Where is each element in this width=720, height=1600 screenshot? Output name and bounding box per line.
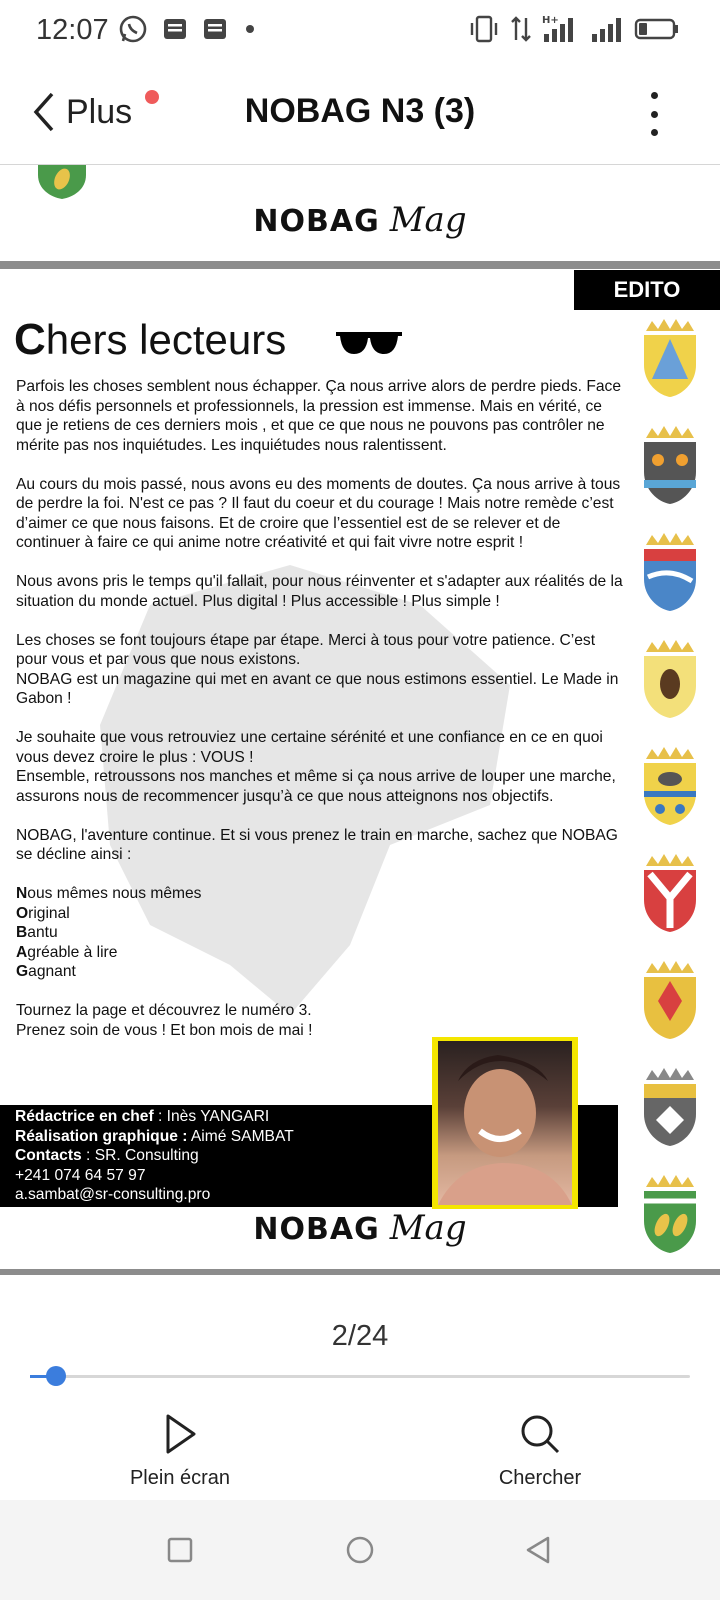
editor-photo bbox=[432, 1037, 578, 1209]
sunglasses-icon bbox=[334, 328, 404, 358]
article-paragraph: Les choses se font toujours étape par étape. Merci à tous pour votre patience. C’est pour vous et par vous que nous existons. NOBAG est un magazine qui met en avant ce que nous estimons essentiel. Le Made in Gabon ! bbox=[16, 631, 619, 707]
coat-of-arms-icon bbox=[36, 165, 88, 200]
section-tag: EDITO bbox=[574, 270, 720, 310]
signal-icon bbox=[542, 14, 580, 44]
credit-phone: +241 074 64 57 97 bbox=[15, 1166, 146, 1184]
coat-of-arms-icon bbox=[640, 745, 700, 829]
page-slider[interactable] bbox=[30, 1375, 690, 1378]
coat-of-arms-icon bbox=[640, 638, 700, 722]
status-bar bbox=[0, 0, 720, 64]
fullscreen-button[interactable] bbox=[70, 1412, 290, 1490]
article-paragraph: Je souhaite que vous retrouviez une certaine sérénité et une confiance en ce en quoi vous devez croire le plus : VOUS ! Ensemble, retroussons nos manches et même si ça nous arrive de louper une marche, assurons nous de recommencer jusqu’à ce que nous atteignons nos objectifs. bbox=[16, 729, 616, 805]
magazine-logo: NOBAG Mag bbox=[253, 200, 467, 240]
coat-of-arms-icon bbox=[640, 424, 700, 508]
nobag-acronym: Nous mêmes nous mêmes Original Bantu Agréable à lire Gagnant bbox=[16, 885, 202, 980]
coat-of-arms-icon bbox=[640, 317, 700, 401]
more-options-icon[interactable] bbox=[642, 92, 666, 136]
article-paragraph: Nous avons pris le temps qu'il fallait, pour nous réinventer et s'adapter aux réalités de la situation du monde actuel. Plus digital ! Plus accessible ! Plus simple ! bbox=[16, 573, 623, 610]
article-paragraph: Parfois les choses semblent nous échapper. Ça nous arrive alors de perdre pieds. Face à nos défis personnels et professionnels, la pression est immense. Mais en vérité, ce que je retiens de ces derniers mois , et que ce que nous ne pouvons pas contrôler ne mérite pas nos inquiétudes. Les inquiétudes nous ralentissent. bbox=[16, 378, 622, 454]
status-system-icons bbox=[468, 14, 680, 44]
coat-of-arms-icon bbox=[640, 531, 700, 615]
status-notification-icons bbox=[118, 14, 258, 44]
edito-article bbox=[16, 377, 628, 1060]
province-crests bbox=[640, 317, 704, 1280]
divider bbox=[0, 1269, 720, 1275]
search-icon bbox=[518, 1412, 562, 1456]
app-header bbox=[0, 64, 720, 165]
divider bbox=[0, 261, 720, 269]
coat-of-arms-icon bbox=[640, 1066, 700, 1150]
data-transfer-icon bbox=[510, 14, 532, 44]
back-label: Plus bbox=[66, 92, 133, 131]
credit-design: Réalisation graphique : Aimé SAMBAT bbox=[15, 1127, 294, 1145]
back-nav-icon[interactable] bbox=[522, 1534, 554, 1566]
search-label: Chercher bbox=[498, 1467, 582, 1489]
recents-icon[interactable] bbox=[166, 1536, 194, 1564]
message-icon bbox=[162, 16, 188, 42]
fullscreen-label: Plein écran bbox=[129, 1467, 231, 1489]
credit-contacts: Contacts : SR. Consulting bbox=[15, 1147, 199, 1164]
page-title: NOBAG N3 (3) bbox=[244, 92, 476, 130]
viewer-controls bbox=[0, 1300, 720, 1500]
document-page bbox=[0, 165, 720, 1300]
message-icon bbox=[202, 16, 228, 42]
article-paragraph: Tournez la page et découvrez le numéro 3. Prenez soin de vous ! Et bon mois de mai ! bbox=[16, 1002, 313, 1039]
status-time: 12:07 bbox=[36, 14, 109, 46]
slider-thumb[interactable] bbox=[46, 1366, 66, 1386]
search-button[interactable] bbox=[430, 1412, 650, 1490]
page-counter: 2/24 bbox=[331, 1320, 389, 1352]
article-paragraph: Au cours du mois passé, nous avons eu des moments de doutes. Ça nous arrive à tous de perdre la foi. N'est ce pas ? Il faut du coeur et du courage ! Mais notre remède c’est d’aimer ce que nous faisons. Et de croire que l’essentiel est de se relever et de continuer à faire ce qui anime notre créativité et qui fait vivre notre esprit ! bbox=[16, 475, 621, 551]
coat-of-arms-icon bbox=[640, 959, 700, 1043]
vibrate-icon bbox=[468, 14, 500, 44]
credit-email: a.sambat@sr-consulting.pro bbox=[15, 1186, 211, 1203]
svg-text:H+: H+ bbox=[542, 15, 559, 26]
magazine-logo: NOBAG Mag bbox=[253, 1208, 467, 1248]
battery-icon bbox=[634, 14, 680, 44]
article-paragraph: NOBAG, l'aventure continue. Et si vous prenez le train en marche, sachez que NOBAG se décline ainsi : bbox=[16, 826, 618, 863]
system-nav-bar bbox=[0, 1500, 720, 1600]
more-notifications-dot-icon bbox=[242, 21, 258, 37]
coat-of-arms-icon bbox=[640, 852, 700, 936]
signal-icon bbox=[590, 14, 624, 44]
home-icon[interactable] bbox=[344, 1534, 376, 1566]
whatsapp-icon bbox=[118, 14, 148, 44]
credit-editor: Rédactrice en chef : Inès YANGARI bbox=[15, 1108, 270, 1125]
edito-headline: Chers lecteurs bbox=[14, 315, 287, 364]
play-icon bbox=[160, 1412, 200, 1456]
